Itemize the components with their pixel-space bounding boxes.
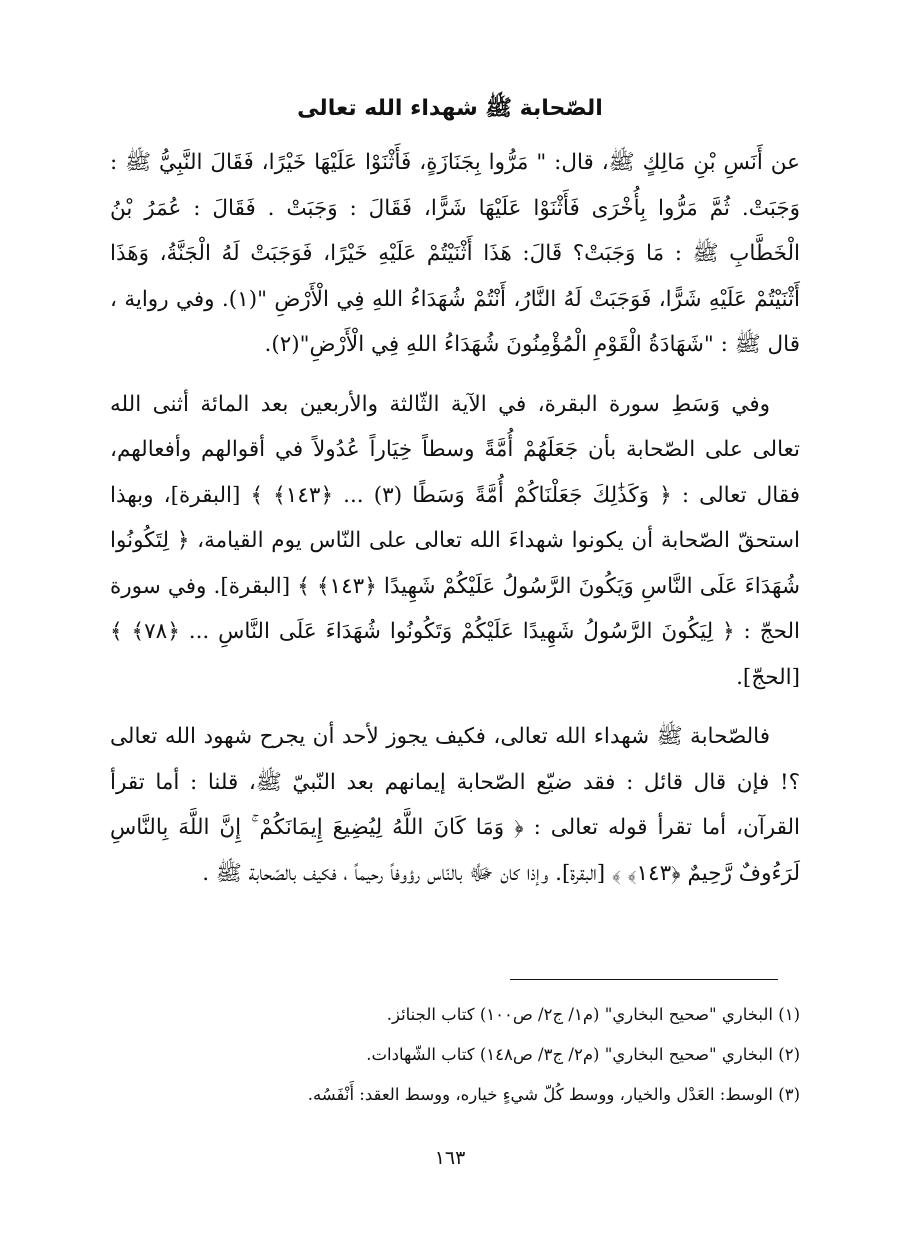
footnote-1: (١) البخاري "صحيح البخاري" (م١/ ج٢/ ص١٠٠) كتاب الجنائز. — [386, 1005, 800, 1024]
paragraph-witnesses: فالصّحابة ﷺ شهداء الله تعالى، فكيف يجوز لأحد أن يجرح شهود الله تعالى ؟! فإن قال قائل : فقد ضيّع الصّحابة إيمانهم بعد النّبيّ ﷺ، قلنا : أما تقرأ القرآن، أما تقرأ قوله تعالى : ﴿ وَمَا كَانَ اللَّهُ لِيُضِيعَ إِيمَانَكُمْ ۚ إِنَّ اللَّهَ بِالنَّاسِ لَرَءُوفٌ رَّحِيمٌ ﴿١٤٣﴾ ﴾ [البقرة]. وإذا كان ﷻ بالنّاس رؤوفاً رحيماً ، فكيف بالصّحابة ﷺ . — [110, 724, 800, 886]
page-number: ١٦٣ — [434, 1147, 466, 1169]
body-text — [110, 140, 800, 910]
footnote-3: (٣) الوسط: العَدْل والخيار، ووسط كُلّ شيءٍ خياره، ووسط العقد: أَنْفَسُه. — [307, 1085, 800, 1104]
footnote-divider — [510, 979, 778, 980]
footnotes — [110, 995, 800, 1115]
paragraph-hadith: عن أَنَسِ بْنِ مَالِكٍ ﷺ، قال: " مَرُّوا بِجَنَازَةٍ، فَأَثْنَوْا عَلَيْهَا خَيْرًا، فَقَالَ النَّبِيُّ ﷺ : وَجَبَتْ. ثُمَّ مَرُّوا بِأُخْرَى فَأَثْنَوْا عَلَيْهَا شَرًّا، فَقَالَ : وَجَبَتْ . فَقَالَ : عُمَرُ بْنُ الْخَطَّابِ ﷺ : مَا وَجَبَتْ؟ قَالَ: هَذَا أَثْنَيْتُمْ عَلَيْهِ خَيْرًا، فَوَجَبَتْ لَهُ الْجَنَّةُ، وَهَذَا أَثْنَيْتُمْ عَلَيْهِ شَرًّا، فَوَجَبَتْ لَهُ النَّارُ، أَنْتُمْ شُهَدَاءُ اللهِ فِي الْأَرْضِ "(١). وفي رواية ، قال ﷺ : "شَهَادَةُ الْقَوْمِ الْمُؤْمِنُونَ شُهَدَاءُ اللهِ فِي الْأَرْضِ"(٢). — [110, 150, 800, 357]
page-header: الصّحابة ﷺ شهداء الله تعالى — [297, 96, 603, 121]
footnote-2: (٢) البخاري "صحيح البخاري" (م٢/ ج٣/ ص١٤٨) كتاب الشّهادات. — [366, 1045, 800, 1064]
paragraph-baqarah: وفي وَسَطِ سورة البقرة، في الآية الثّالثة والأربعين بعد المائة أثنى الله تعالى على الصّحابة بأن جَعَلَهُمْ أُمَّةً وسطاً خِيَاراً عُدُولاً في أقوالهم وأفعالهم، فقال تعالى : ﴿ وَكَذَٰلِكَ جَعَلْنَاكُمْ أُمَّةً وَسَطًا (٣) ... ﴿١٤٣﴾ ﴾ [البقرة]، وبهذا استحقّ الصّحابة أن يكونوا شهداءَ الله تعالى على النّاس يوم القيامة، ﴿ لِتَكُونُوا شُهَدَاءَ عَلَى النَّاسِ وَيَكُونَ الرَّسُولُ عَلَيْكُمْ شَهِيدًا ﴿١٤٣﴾ ﴾ [البقرة]. وفي سورة الحجّ : ﴿ لِيَكُونَ الرَّسُولُ شَهِيدًا عَلَيْكُمْ وَتَكُونُوا شُهَدَاءَ عَلَى النَّاسِ ... ﴿٧٨﴾ ﴾ [الحجّ]. — [110, 391, 800, 690]
